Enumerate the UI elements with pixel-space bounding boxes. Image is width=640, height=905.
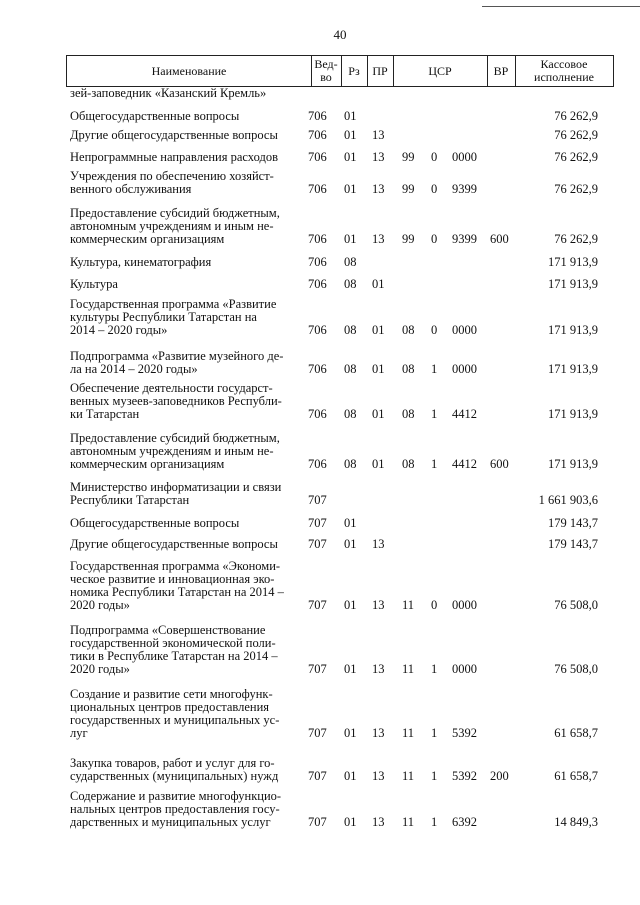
row-name-line: культуры Республики Татарстан на — [70, 310, 257, 324]
row-pr: 13 — [372, 598, 385, 612]
row-c3: 0000 — [452, 362, 477, 376]
row-name-line: номика Республики Татарстан на 2014 – — [70, 585, 284, 599]
row-amount: 179 143,7 — [548, 537, 598, 551]
row-vr: 600 — [490, 232, 509, 246]
row-name-line: Закупка товаров, работ и услуг для го- — [70, 756, 275, 770]
row-name-line: Содержание и развитие многофункцио- — [70, 789, 282, 803]
row-name-line: Предоставление субсидий бюджетным, — [70, 206, 280, 220]
row-amount: 61 658,7 — [554, 726, 598, 740]
row-name-line: коммерческим организациям — [70, 232, 225, 246]
row-pr: 13 — [372, 815, 385, 829]
row-c3: 6392 — [452, 815, 477, 829]
row-name — [70, 278, 298, 291]
row-c2: 1 — [431, 407, 438, 421]
row-name-line: Учреждения по обеспечению хозяйст- — [70, 169, 274, 183]
row-ved: 706 — [308, 182, 327, 196]
row-amount: 1 661 903,6 — [538, 493, 598, 507]
row-rz: 01 — [344, 815, 357, 829]
row-name-line: Другие общегосударственные вопросы — [70, 128, 278, 142]
row-amount: 14 849,3 — [554, 815, 598, 829]
row-rz: 01 — [344, 150, 357, 164]
row-name-line: государственной экономической поли- — [70, 636, 276, 650]
header-ved: Вед- во — [314, 57, 338, 84]
row-c2: 1 — [431, 769, 438, 783]
row-name-line: автономным учреждениям и иным не- — [70, 444, 274, 458]
row-rz: 08 — [344, 457, 357, 471]
row-c1: 08 — [402, 362, 415, 376]
row-name-line: Непрограммные направления расходов — [70, 150, 278, 164]
row-c2: 1 — [431, 815, 438, 829]
row-name-line: Государственная программа «Развитие — [70, 297, 277, 311]
row-pr: 13 — [372, 232, 385, 246]
row-pr: 13 — [372, 182, 385, 196]
row-name-line: Общегосударственные вопросы — [70, 109, 240, 123]
row-pr: 13 — [372, 726, 385, 740]
row-name — [70, 256, 298, 269]
row-c2: 1 — [431, 662, 438, 676]
row-rz: 01 — [344, 516, 357, 530]
row-c1: 08 — [402, 457, 415, 471]
row-ved: 706 — [308, 457, 327, 471]
row-amount: 171 913,9 — [548, 277, 598, 291]
table-header — [66, 55, 614, 87]
row-ved: 706 — [308, 407, 327, 421]
header-vr: ВР — [493, 63, 509, 78]
row-name — [70, 87, 298, 100]
row-pr: 01 — [372, 323, 385, 337]
row-amount: 76 508,0 — [554, 598, 598, 612]
row-pr: 13 — [372, 537, 385, 551]
row-c3: 0000 — [452, 150, 477, 164]
row-ved: 706 — [308, 109, 327, 123]
row-name-line: Государственная программа «Экономи- — [70, 559, 281, 573]
row-ved: 707 — [308, 769, 327, 783]
row-ved: 707 — [308, 815, 327, 829]
row-name — [70, 560, 298, 612]
row-amount: 61 658,7 — [554, 769, 598, 783]
header-pr: ПР — [372, 63, 388, 78]
row-name-line: венных музеев-заповедников Республи- — [70, 394, 282, 408]
row-rz: 01 — [344, 726, 357, 740]
row-ved: 706 — [308, 128, 327, 142]
row-rz: 01 — [344, 662, 357, 676]
row-amount: 76 262,9 — [554, 150, 598, 164]
row-c2: 0 — [431, 150, 438, 164]
row-rz: 08 — [344, 255, 357, 269]
row-rz: 01 — [344, 598, 357, 612]
row-name-line: ла на 2014 – 2020 годы» — [70, 362, 198, 376]
row-c2: 1 — [431, 726, 438, 740]
header-name: Наименование — [151, 63, 227, 78]
page-number: 40 — [333, 27, 347, 42]
row-name-line: 2014 – 2020 годы» — [70, 323, 168, 337]
row-name-line: ческое развитие и инновационная эко- — [70, 572, 275, 586]
row-name-line: Культура — [70, 277, 118, 291]
row-name — [70, 481, 298, 507]
row-name-line: зей-заповедник «Казанский Кремль» — [70, 86, 267, 100]
row-name — [70, 517, 298, 530]
row-vr: 200 — [490, 769, 509, 783]
row-name-line: сударственных (муниципальных) нужд — [70, 769, 279, 783]
row-name — [70, 757, 298, 783]
row-pr: 01 — [372, 407, 385, 421]
row-ved: 707 — [308, 726, 327, 740]
row-c1: 99 — [402, 182, 415, 196]
row-amount: 171 913,9 — [548, 362, 598, 376]
row-pr: 13 — [372, 128, 385, 142]
row-c1: 11 — [402, 769, 415, 783]
row-name-line: Подпрограмма «Развитие музейного де- — [70, 349, 284, 363]
row-c3: 5392 — [452, 726, 477, 740]
row-pr: 01 — [372, 362, 385, 376]
row-pr: 13 — [372, 769, 385, 783]
row-c2: 0 — [431, 598, 438, 612]
header-amount: Кассовое исполнение — [534, 57, 594, 84]
row-name-line: нальных центров предоставления госу- — [70, 802, 280, 816]
header-rz: Рз — [348, 63, 360, 78]
row-name — [70, 129, 298, 142]
row-name — [70, 688, 298, 740]
row-amount: 171 913,9 — [548, 457, 598, 471]
row-name — [70, 170, 298, 196]
corner-rule — [482, 0, 640, 7]
row-name-line: луг — [70, 726, 88, 740]
row-c1: 11 — [402, 662, 415, 676]
row-ved: 707 — [308, 493, 327, 507]
row-name-line: Министерство информатизации и связи — [70, 480, 282, 494]
row-c2: 0 — [431, 323, 438, 337]
row-c3: 0000 — [452, 662, 477, 676]
row-c1: 11 — [402, 726, 415, 740]
row-c2: 1 — [431, 362, 438, 376]
row-c1: 08 — [402, 323, 415, 337]
row-name-line: Предоставление субсидий бюджетным, — [70, 431, 280, 445]
row-name — [70, 382, 298, 421]
row-amount: 76 262,9 — [554, 182, 598, 196]
row-pr: 13 — [372, 662, 385, 676]
row-name-line: Республики Татарстан — [70, 493, 190, 507]
row-name — [70, 110, 298, 123]
row-name — [70, 298, 298, 337]
row-c3: 9399 — [452, 182, 477, 196]
row-c3: 5392 — [452, 769, 477, 783]
row-name — [70, 432, 298, 471]
row-name — [70, 624, 298, 676]
row-name-line: тики в Республике Татарстан на 2014 – — [70, 649, 278, 663]
row-name — [70, 207, 298, 246]
row-name — [70, 350, 298, 376]
row-amount: 76 262,9 — [554, 109, 598, 123]
row-c1: 99 — [402, 232, 415, 246]
row-rz: 08 — [344, 362, 357, 376]
row-ved: 707 — [308, 516, 327, 530]
row-name-line: циональных центров предоставления — [70, 700, 270, 714]
row-name-line: дарственных и муниципальных услуг — [70, 815, 271, 829]
row-amount: 76 262,9 — [554, 232, 598, 246]
row-vr: 600 — [490, 457, 509, 471]
row-c2: 0 — [431, 232, 438, 246]
row-c2: 0 — [431, 182, 438, 196]
row-c3: 9399 — [452, 232, 477, 246]
row-rz: 08 — [344, 323, 357, 337]
row-pr: 01 — [372, 277, 385, 291]
header-csr: ЦСР — [428, 63, 452, 78]
row-name-line: венного обслуживания — [70, 182, 192, 196]
row-name-line: 2020 годы» — [70, 662, 130, 676]
row-name-line: ки Татарстан — [70, 407, 140, 421]
row-rz: 01 — [344, 537, 357, 551]
row-rz: 08 — [344, 407, 357, 421]
row-pr: 13 — [372, 150, 385, 164]
row-amount: 171 913,9 — [548, 323, 598, 337]
row-c3: 4412 — [452, 457, 477, 471]
row-amount: 179 143,7 — [548, 516, 598, 530]
row-rz: 01 — [344, 182, 357, 196]
row-rz: 01 — [344, 109, 357, 123]
row-name-line: 2020 годы» — [70, 598, 130, 612]
row-rz: 08 — [344, 277, 357, 291]
row-name — [70, 151, 298, 164]
row-rz: 01 — [344, 128, 357, 142]
row-ved: 706 — [308, 277, 327, 291]
row-name-line: Общегосударственные вопросы — [70, 516, 240, 530]
row-c1: 99 — [402, 150, 415, 164]
row-c1: 11 — [402, 815, 415, 829]
row-amount: 171 913,9 — [548, 407, 598, 421]
row-c3: 4412 — [452, 407, 477, 421]
row-name — [70, 790, 298, 829]
row-c3: 0000 — [452, 323, 477, 337]
row-rz: 01 — [344, 769, 357, 783]
row-pr: 01 — [372, 457, 385, 471]
row-ved: 707 — [308, 537, 327, 551]
row-name-line: Обеспечение деятельности государст- — [70, 381, 273, 395]
row-name-line: автономным учреждениям и иным не- — [70, 219, 274, 233]
row-name-line: Создание и развитие сети многофунк- — [70, 687, 273, 701]
row-ved: 706 — [308, 323, 327, 337]
row-c2: 1 — [431, 457, 438, 471]
row-c3: 0000 — [452, 598, 477, 612]
row-amount: 76 262,9 — [554, 128, 598, 142]
row-ved: 706 — [308, 232, 327, 246]
row-ved: 706 — [308, 150, 327, 164]
row-name-line: Подпрограмма «Совершенствование — [70, 623, 266, 637]
row-name-line: Культура, кинематография — [70, 255, 212, 269]
row-ved: 706 — [308, 255, 327, 269]
row-amount: 171 913,9 — [548, 255, 598, 269]
row-ved: 706 — [308, 362, 327, 376]
row-ved: 707 — [308, 662, 327, 676]
row-name-line: коммерческим организациям — [70, 457, 225, 471]
row-rz: 01 — [344, 232, 357, 246]
row-c1: 08 — [402, 407, 415, 421]
row-name-line: Другие общегосударственные вопросы — [70, 537, 278, 551]
row-c1: 11 — [402, 598, 415, 612]
row-amount: 76 508,0 — [554, 662, 598, 676]
row-name-line: государственных и муниципальных ус- — [70, 713, 280, 727]
row-name — [70, 538, 298, 551]
row-ved: 707 — [308, 598, 327, 612]
